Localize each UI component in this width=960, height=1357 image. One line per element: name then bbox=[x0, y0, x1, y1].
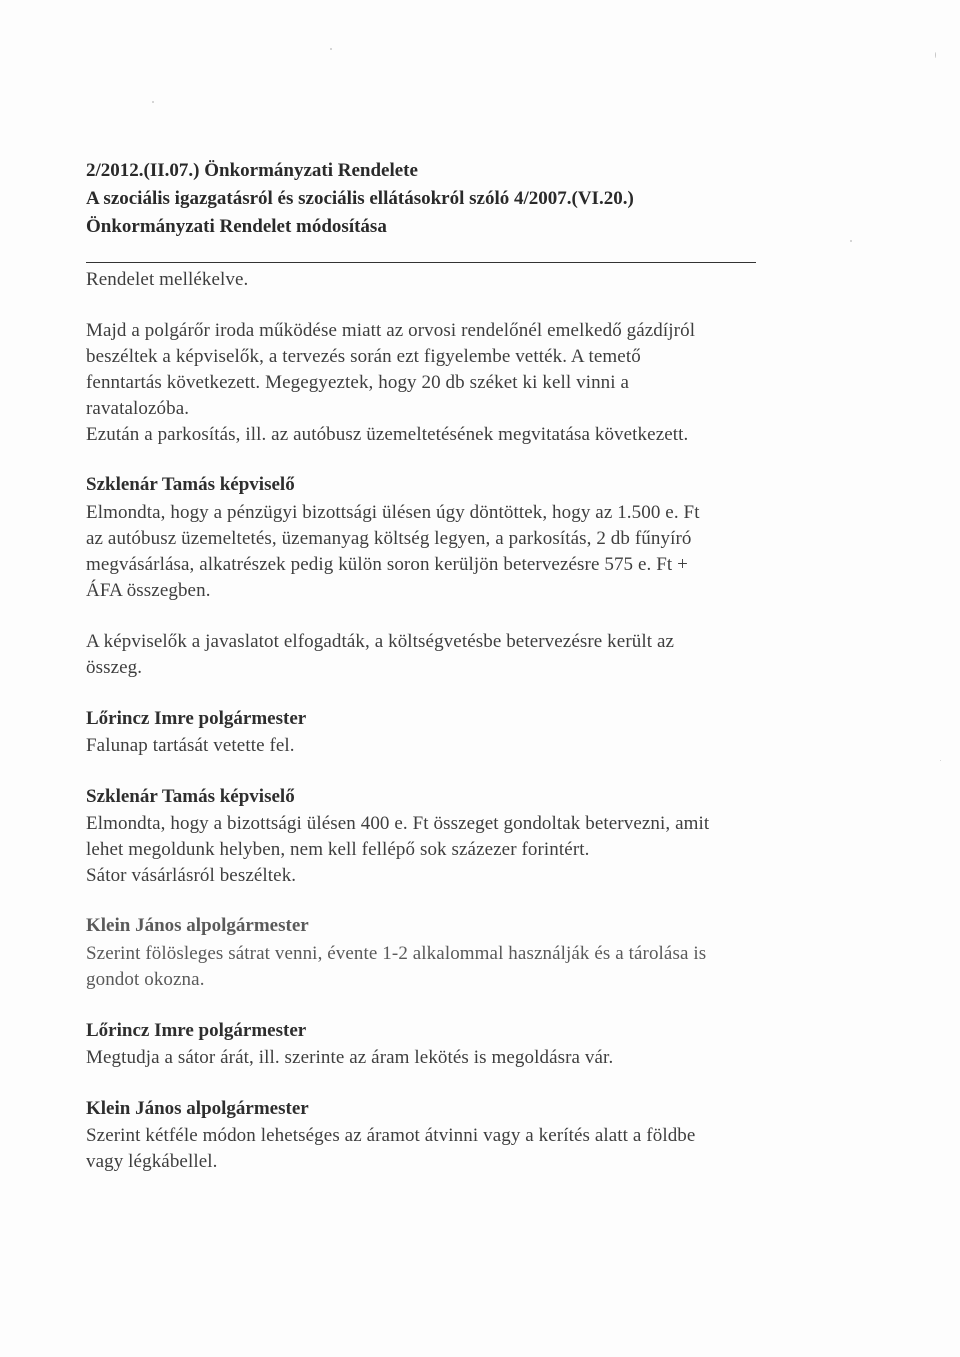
paragraph2-line: összeg. bbox=[86, 657, 143, 678]
speech-line: Megtudja a sátor árát, ill. szerinte az áram lekötés is megoldásra vár. bbox=[86, 1047, 614, 1068]
speech-line: Elmondta, hogy a pénzügyi bizottsági ülésen úgy döntöttek, hogy az 1.500 e. Ft bbox=[86, 502, 700, 523]
scan-speck bbox=[935, 52, 936, 58]
header-line-1: 2/2012.(II.07.) Önkormányzati Rendelete bbox=[86, 160, 418, 181]
speech-line: vagy légkábellel. bbox=[86, 1151, 218, 1172]
speech-line: lehet megoldunk helyben, nem kell fellépő sok százezer forintért. bbox=[86, 839, 590, 860]
paragraph1-line: fenntartás következett. Megegyeztek, hogy 20 db széket ki kell vinni a bbox=[86, 372, 630, 393]
header-line-3: Önkormányzati Rendelet módosítása bbox=[86, 216, 387, 237]
speech-line: ÁFA összegben. bbox=[86, 580, 211, 601]
scan-speck bbox=[850, 240, 852, 242]
speech-line: Falunap tartását vetette fel. bbox=[86, 735, 295, 756]
speech-line: Sátor vásárlásról beszéltek. bbox=[86, 865, 297, 886]
paragraph2-line: A képviselők a javaslatot elfogadták, a költségvetésbe betervezésre került az bbox=[86, 631, 675, 652]
intro-line: Rendelet mellékelve. bbox=[86, 269, 249, 290]
scan-speck bbox=[152, 101, 154, 103]
paragraph1-line: Ezután a parkosítás, ill. az autóbusz üzemeltetésének megvitatása következett. bbox=[86, 424, 689, 445]
speech-line: gondot okozna. bbox=[86, 969, 205, 990]
paragraph1-line: beszéltek a képviselők, a tervezés során ezt figyelembe vették. A temető bbox=[86, 346, 641, 367]
speaker-name: Lőrincz Imre polgármester bbox=[86, 1020, 307, 1041]
speaker-name: Klein János alpolgármester bbox=[86, 1098, 309, 1119]
speaker-name: Szklenár Tamás képviselő bbox=[86, 474, 295, 495]
paragraph1-line: Majd a polgárőr iroda működése miatt az orvosi rendelőnél emelkedő gázdíjról bbox=[86, 320, 696, 341]
document-header bbox=[86, 157, 786, 241]
speech-line: megvásárlása, alkatrészek pedig külön soron kerüljön betervezésre 575 e. Ft + bbox=[86, 554, 688, 575]
speaker-name: Lőrincz Imre polgármester bbox=[86, 708, 307, 729]
header-divider bbox=[86, 262, 756, 263]
speech-line: Szerint fölösleges sátrat venni, évente 1-2 alkalommal használják és a tárolása is bbox=[86, 943, 707, 964]
speech-line: Elmondta, hogy a bizottsági ülésen 400 e. Ft összeget gondoltak betervezni, amit bbox=[86, 813, 710, 834]
speech-line: Szerint kétféle módon lehetséges az áramot átvinni vagy a kerítés alatt a földbe bbox=[86, 1125, 696, 1146]
speech-line: az autóbusz üzemeltetés, üzemanyag költség legyen, a parkosítás, 2 db fűnyíró bbox=[86, 528, 692, 549]
paragraph1-line: ravatalozóba. bbox=[86, 398, 190, 419]
header-line-2: A szociális igazgatásról és szociális ellátásokról szóló 4/2007.(VI.20.) bbox=[86, 188, 634, 209]
scan-speck bbox=[940, 760, 941, 761]
speaker-name: Szklenár Tamás képviselő bbox=[86, 786, 295, 807]
speaker-name: Klein János alpolgármester bbox=[86, 915, 309, 936]
scan-speck bbox=[330, 48, 332, 50]
